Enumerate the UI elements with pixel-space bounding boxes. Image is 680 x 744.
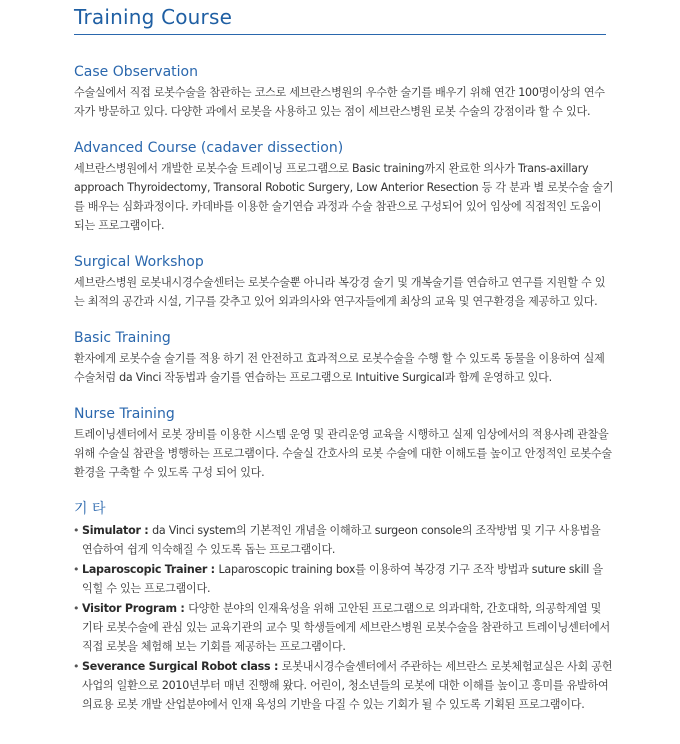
section-etc xyxy=(74,499,614,714)
section-body: 환자에게 로봇수술 술기를 적용 하기 전 안전하고 효과적으로 로봇수술을 수행 할 수 있도록 동물을 이용하여 실제 수술처럼 da Vinci 작동법과 술기를 연습하는 프로그램으로 Intuitive Surgical과 함께 운영하고 있다. xyxy=(74,352,605,384)
section-title: Nurse Training xyxy=(74,406,175,422)
section-title: Case Observation xyxy=(74,64,198,80)
section-body: 세브란스병원 로봇내시경수술센터는 로봇수술뿐 아니라 복강경 술기 및 개복술기를 연습하고 연구를 지원할 수 있는 최적의 공간과 시설, 기구를 갖추고 있어 외과의사와 연구자들에게 최상의 교육 및 연구환경을 제공하고 있다. xyxy=(74,276,606,308)
bullet-icon: • xyxy=(73,602,80,615)
etc-item-visitor-program xyxy=(74,599,614,656)
item-label: Laparoscopic Trainer : xyxy=(82,563,219,576)
item-label: Simulator : xyxy=(82,524,153,537)
etc-item-laparoscopic-trainer xyxy=(74,560,614,598)
bullet-icon: • xyxy=(73,660,80,673)
item-text: Laparoscopic training box를 이용하여 복강경 기구 조작 방법과 suture skill 을 익힐 수 있는 프로그램이다. xyxy=(82,563,603,595)
etc-item-robot-class xyxy=(74,657,614,714)
bullet-icon: • xyxy=(73,563,80,576)
content-area xyxy=(74,62,614,715)
section-body: 트레이닝센터에서 로봇 장비를 이용한 시스템 운영 및 관리운영 교육을 시행하고 실제 임상에서의 적용사례 관찰을 위해 수술실 참관을 병행하는 프로그램이다. 수술실 간호사의 로봇 수술에 대한 이해도를 높이고 안정적인 로봇수술 환경을 구축할 수 있도록 구성 되어 있다. xyxy=(74,428,612,479)
section-body: 수술실에서 직접 로봇수술을 참관하는 코스로 세브란스병원의 우수한 술기를 배우기 위해 연간 100명이상의 연수자가 방문하고 있다. 다양한 과에서 로봇을 사용하고 있는 점이 세브란스병원 로봇 수술의 강점이라 할 수 있다. xyxy=(74,86,605,118)
item-label: Severance Surgical Robot class : xyxy=(82,660,282,673)
section-body: 세브란스병원에서 개발한 로봇수술 트레이닝 프로그램으로 Basic training까지 완료한 의사가 Trans-axillary approach Thyroidectomy, Transoral Robotic Surgery, Low Anterior Resection 등 각 분과 별 로봇수술 술기를 배우는 심화과정이다. 카데바를 이용한 술기연습 과정과 수술 참관으로 구성되어 있어 임상에 직접적인 도움이 되는 프로그램이다. xyxy=(74,162,614,232)
page-title: Training Course xyxy=(74,5,233,29)
section-case-observation xyxy=(74,62,614,121)
title-divider xyxy=(74,34,606,35)
etc-title: 기 타 xyxy=(74,501,106,517)
item-text: 로봇내시경수술센터에서 주관하는 세브란스 로봇체험교실은 사회 공헌 사업의 일환으로 2010년부터 매년 진행해 왔다. 어린이, 청소년들의 로봇에 대한 이해를 높이고 흥미를 유발하여 의료용 로봇 개발 산업분야에서 인재 육성의 기반을 다질 수 있는 기회가 될 수 있도록 기획된 프로그램이다. xyxy=(82,660,613,711)
etc-list xyxy=(74,521,614,714)
etc-item-simulator xyxy=(74,521,614,559)
section-advanced-course xyxy=(74,138,614,235)
section-title: Basic Training xyxy=(74,330,171,346)
section-surgical-workshop xyxy=(74,252,614,311)
item-label: Visitor Program : xyxy=(82,602,189,615)
section-title: Advanced Course (cadaver dissection) xyxy=(74,140,344,156)
bullet-icon: • xyxy=(73,524,80,537)
section-title: Surgical Workshop xyxy=(74,254,204,270)
item-text: 다양한 분야의 인재육성을 위해 고안된 프로그램으로 의과대학, 간호대학, 의공학계열 및 기타 로봇수술에 관심 있는 교육기관의 교수 및 학생들에게 세브란스병원 로봇수술을 참관하고 트레이닝센터에서 직접 로봇을 체험해 보는 기회를 제공하는 프로그램이다. xyxy=(82,602,610,653)
item-text: da Vinci system의 기본적인 개념을 이해하고 surgeon console의 조작방법 및 기구 사용법을 연습하여 쉽게 익숙해질 수 있도록 돕는 프로그램이다. xyxy=(82,524,601,556)
section-basic-training xyxy=(74,328,614,387)
section-nurse-training xyxy=(74,404,614,482)
